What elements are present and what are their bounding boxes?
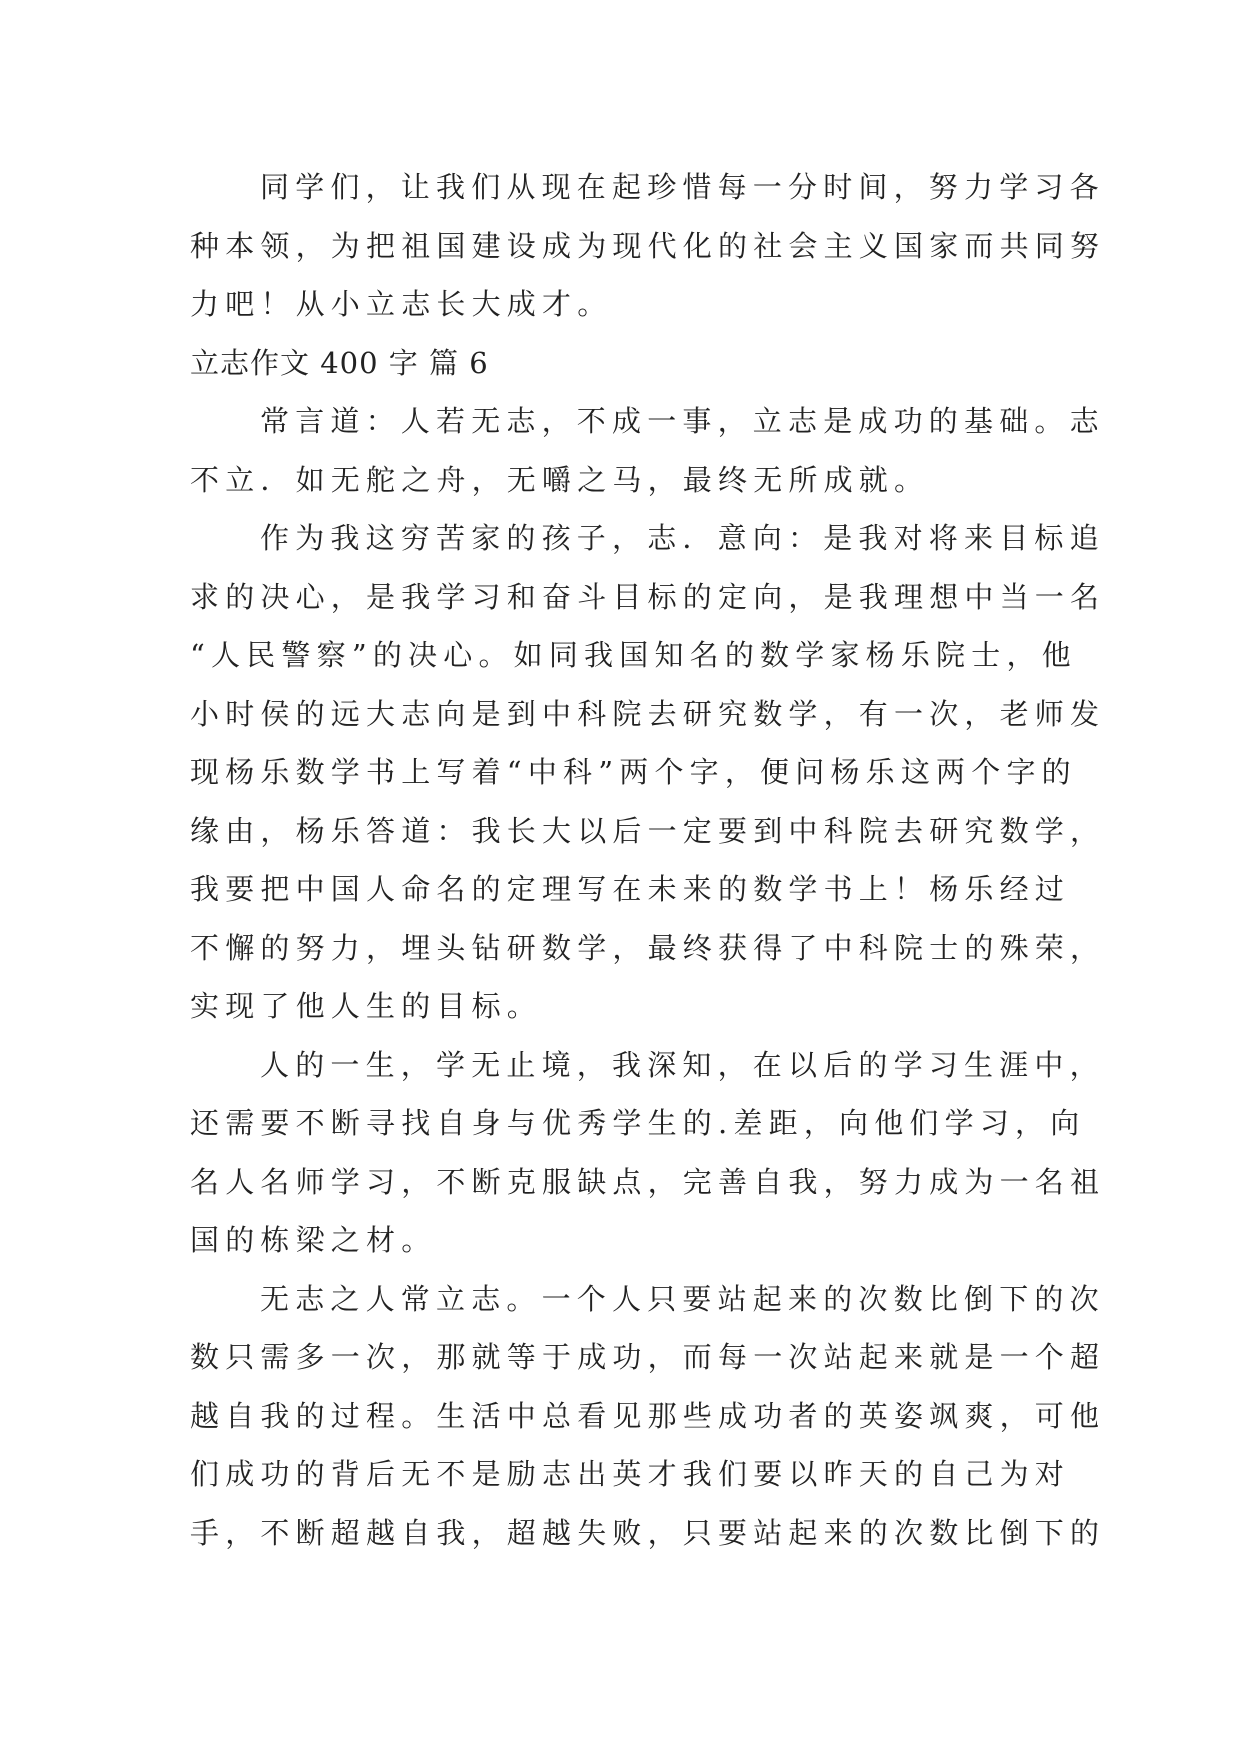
paragraph-intro: [190, 158, 1106, 334]
text-line: 数只需多一次，那就等于成功，而每一次站起来就是一个超: [190, 1340, 1106, 1374]
paragraph-3: [190, 1036, 1106, 1270]
text-line: 不立．如无舵之舟，无嚼之马，最终无所成就。: [190, 462, 930, 497]
text-line: 名人名师学习，不断克服缺点，完善自我，努力成为一名祖: [190, 1164, 1106, 1199]
paragraph-2: [190, 509, 1106, 1036]
paragraph-1: [190, 392, 1105, 509]
text-line: 同学们，让我们从现在起珍惜每一分时间，努力学习各: [260, 170, 1105, 204]
text-line: 还需要不断寻找自身与优秀学生的.差距，向他们学习，向: [190, 1106, 1086, 1140]
text-line: 常言道：人若无志，不成一事，立志是成功的基础。志: [260, 404, 1105, 438]
text-line: 种本领，为把祖国建设成为现代化的社会主义国家而共同努: [190, 228, 1106, 263]
text-line: 力吧！从小立志长大成才。: [190, 287, 613, 321]
text-line: 手，不断超越自我，超越失败，只要站起来的次数比倒下的: [190, 1515, 1106, 1550]
text-line: 们成功的背后无不是励志出英才我们要以昨天的自己为对: [190, 1457, 1071, 1491]
text-line: 现杨乐数学书上写着“中科”两个字，便问杨乐这两个字的: [190, 755, 1077, 789]
text-line: 国的栋梁之材。: [190, 1223, 437, 1257]
text-line: 人的一生，学无止境，我深知，在以后的学习生涯中，: [260, 1047, 1105, 1082]
text-line: 求的决心，是我学习和奋斗目标的定向，是我理想中当一名: [190, 579, 1106, 614]
document-body: [190, 158, 1106, 1562]
paragraph-4: [190, 1270, 1106, 1563]
text-line: 小时侯的远大志向是到中科院去研究数学，有一次，老师发: [190, 696, 1106, 731]
section-heading: 立志作文 400 字 篇 6: [190, 345, 489, 380]
text-line: 我要把中国人命名的定理写在未来的数学书上！杨乐经过: [190, 872, 1071, 906]
text-line: 越自我的过程。生活中总看见那些成功者的英姿飒爽，可他: [190, 1398, 1106, 1433]
text-line: “人民警察”的决心。如同我国知名的数学家杨乐院士，他: [190, 638, 1077, 672]
text-line: 作为我这穷苦家的孩子，志．意向：是我对将来目标追: [260, 521, 1105, 555]
text-line: 缘由，杨乐答道：我长大以后一定要到中科院去研究数学，: [190, 813, 1106, 848]
text-line: 无志之人常立志。一个人只要站起来的次数比倒下的次: [260, 1281, 1105, 1316]
text-line: 不懈的努力，埋头钻研数学，最终获得了中科院士的殊荣，: [190, 930, 1106, 965]
text-line: 实现了他人生的目标。: [190, 989, 543, 1023]
